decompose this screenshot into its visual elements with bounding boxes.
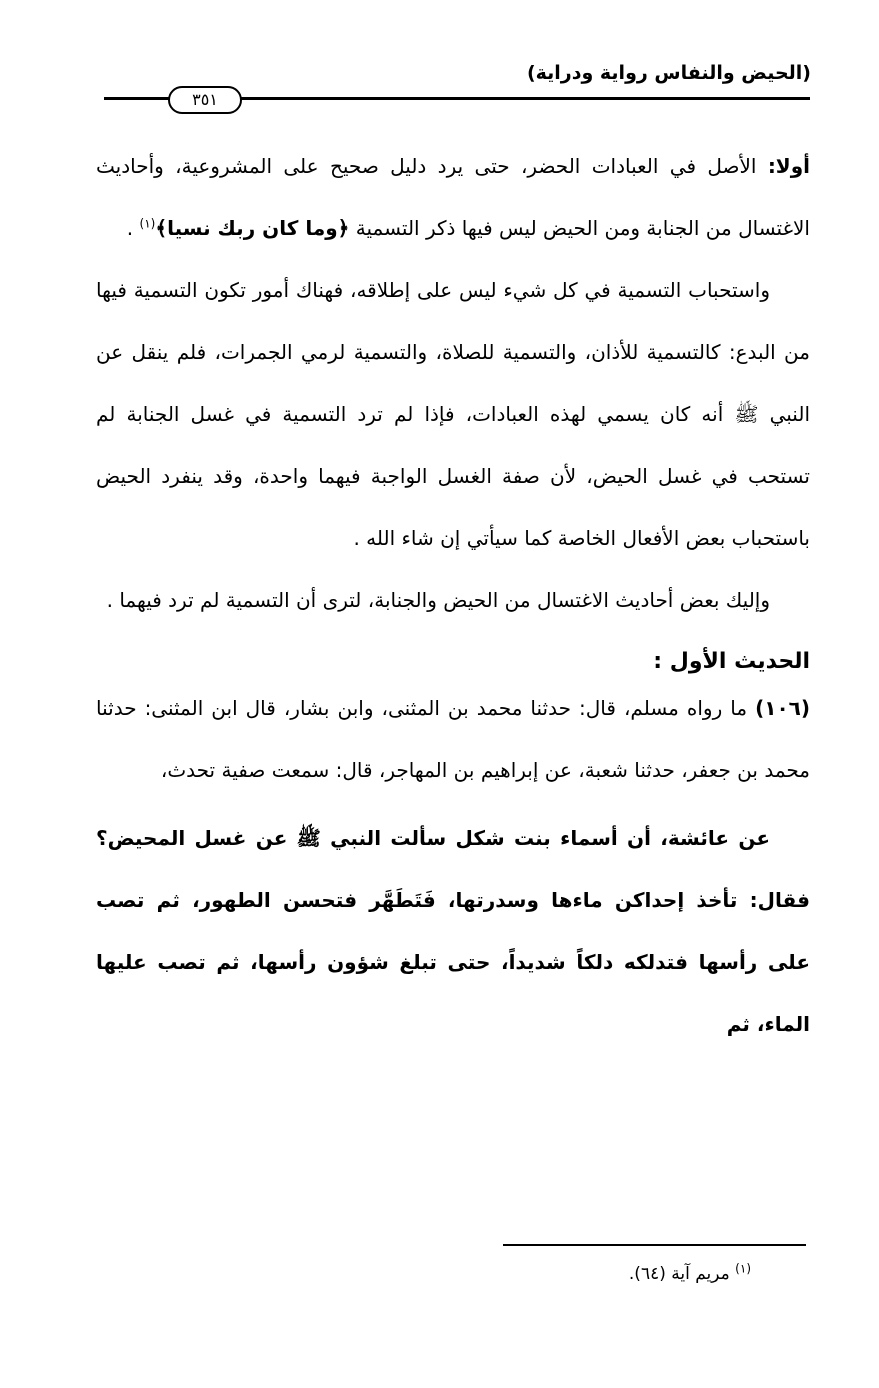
page-number: ٣٥١ xyxy=(168,86,242,114)
paragraph-end: . xyxy=(126,216,140,240)
paragraph-2: واستحباب التسمية في كل شيء ليس على إطلاقه، فهناك أمور تكون التسمية فيها من البدع: كالتسمية للأذان، والتسمية للصلاة، والتسمية لرمي الجمرات، فلم ينقل عن النبي ﷺ أنه كان يسمي لهذه العبادات، فإذا لم ترد التسمية في غسل الجنابة لم تستحب في غسل الحيض، لأن صفة الغسل الواجبة فيهما واحدة، وقد ينفرد الحيض باستحباب بعض الأفعال الخاصة كما سيأتي إن شاء الله . xyxy=(96,278,810,550)
footnote-text: مريم آية (٦٤). xyxy=(628,1264,736,1284)
paragraph-4 xyxy=(96,677,810,801)
paragraph-5: عن عائشة، أن أسماء بنت شكل سألت النبي ﷺ عن غسل المحيض؟ فقال: تأخذ إحداكن ماءها وسدرتها، فَتَطَهَّر فتحسن الطهور، ثم تصب على رأسها فتدلكه دلكاً شديداً، حتى تبلغ شؤون رأسها، ثم تصب عليها الماء، ثم xyxy=(96,826,810,1036)
footnote xyxy=(628,1261,751,1284)
section-heading: الحديث الأول : xyxy=(653,649,810,674)
paragraph-lead: أولا: xyxy=(767,154,810,178)
page-body xyxy=(96,135,810,1055)
hadith-number: (١٠٦) xyxy=(755,696,810,720)
paragraph-3: وإليك بعض أحاديث الاغتسال من الحيض والجنابة، لترى أن التسمية لم ترد فيهما . xyxy=(106,588,770,612)
paragraph-1 xyxy=(96,135,810,259)
hadith-chain: ما رواه مسلم، قال: حدثنا محمد بن المثنى، وابن بشار، قال ابن المثنى: حدثنا محمد بن جعفر، حدثنا شعبة، عن إبراهيم بن المهاجر، قال: سمعت صفية تحدث، xyxy=(96,696,810,782)
paragraph-text: الأصل في العبادات الحضر، حتى يرد دليل صحيح على المشروعية، وأحاديث الاغتسال من الجنابة ومن الحيض ليس فيها ذكر التسمية xyxy=(96,154,810,240)
running-header-title: (الحيض والنفاس رواية ودراية) xyxy=(526,62,811,84)
footnote-marker: (١) xyxy=(735,1261,751,1276)
quran-quote: ﴿وما كان ربك نسيا﴾ xyxy=(155,216,350,240)
footnote-separator xyxy=(503,1244,806,1246)
footnote-reference: (١) xyxy=(139,216,156,231)
